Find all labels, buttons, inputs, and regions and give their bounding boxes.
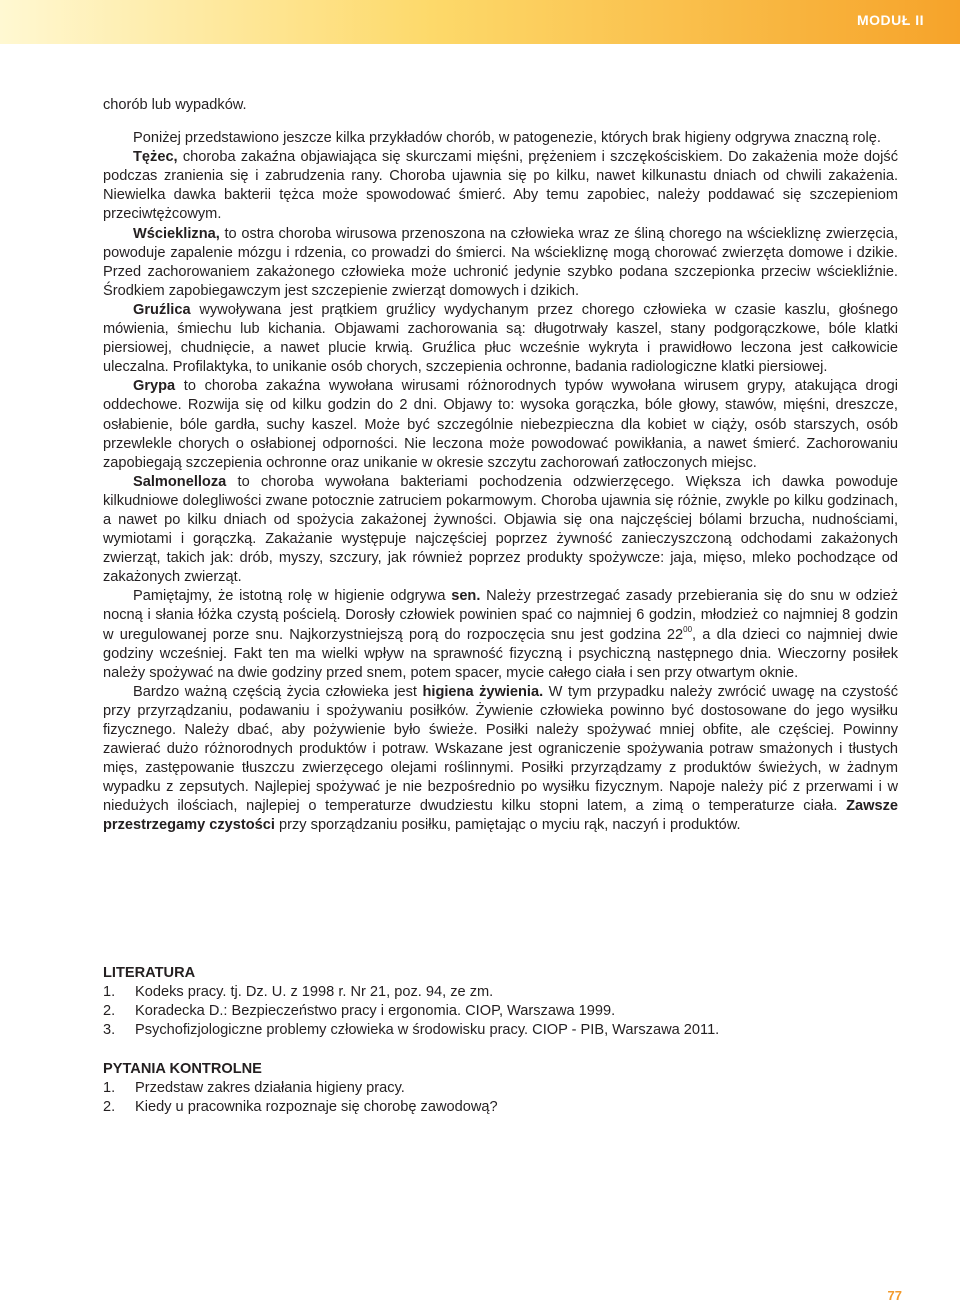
paragraph-rabies: Wścieklizna, to ostra choroba wirusowa przenoszona na człowieka wraz ze śliną chorego na wściekliznę zwierzęcia, powoduje zapalenie mózgu i rdzenia, co prowadzi do śmierci. Na wściekliznę mogą chorować zwierzęta domowe i dzikie. Przed zachorowaniem zakażonego człowieka może uchronić jedynie szybko podana szczepionka przeciw wściekliźnie. Środkiem zapobiegawczym jest szczepienie zwierząt domowych i dzikich.: [103, 225, 898, 299]
header-bar: [0, 0, 960, 44]
term-nutrition: higiena żywienia.: [422, 683, 544, 700]
paragraph-tuberculosis: Gruźlica wywoływana jest prątkiem gruźlicy wydychanym przez chorego człowieka w czasie kaszlu, głośnego mówienia, śmiechu lub kichania. Objawami zachorowania są: długotrwały kaszel, stany podgorączkowe, bóle klatki piersiowej, chudnięcie, a nawet plucie krwią. Gruźlica płuc wcześnie wykryta i prawidłowo leczona jest całkowicie uleczalna. Profilaktyka, to unikanie osób chorych, szczepienia ochronne, badania radiologiczne klatki piersiowej.: [103, 301, 898, 376]
term-flu: Grypa: [133, 378, 176, 395]
question-item: 1. Przedstaw zakres działania higieny pracy.: [103, 1080, 405, 1097]
paragraph-flu: Grypa to choroba zakaźna wywołana wirusami różnorodnych typów wywołana wirusem grypy, atakująca drogi oddechowe. Rozwija się od kilku godzin do 2 dni. Objawy to: wysoka gorączka, bóle głowy, stawów, mięśni, dreszcze, osłabienie, bóle gardła, suchy kaszel. Może być szczególnie niebezpieczna dla kobiet w ciąży, osób starszych, osób przewlekle chorych o osłabionej odporności. Nie leczona może powodować powikłania, a nawet śmierć. Zachorowaniu zapobiegają szczepienia ochronne oraz unikanie w okresie szczytu zachorowań zatłoczonych miejsc.: [103, 378, 898, 471]
paragraph-sleep: Pamiętajmy, że istotną rolę w higienie odgrywa sen. Należy przestrzegać zasady przebierania się do snu w odzież nocną i słania łóżka czystą pościelą. Dorosły człowiek powinien spać co najmniej 6 godzin, młodzież co najmniej 8 godzin w uregulowanej porze snu. Najkorzystniejszą porą do rozpoczęcia snu jest godzina $22^{00}$, a dla dzieci co najmniej dwie godziny wcześniej. Fakt ten ma wielki wpływ na sprawność fizyczną i psychiczną następnego dnia. Wieczorny posiłek należy spożywać na dwie godziny przed snem, potem spacer, mycie całego ciała i sen przy otwartym oknie.: [103, 588, 899, 681]
questions-title: PYTANIA KONTROLNE: [103, 1061, 262, 1077]
literature-section: [103, 964, 898, 1040]
term-salmonella: Salmonelloza: [133, 473, 227, 490]
literature-item: 3. Psychofizjologiczne problemy człowieka w środowisku pracy. CIOP - PIB, Warszawa 2011.: [103, 1022, 720, 1039]
term-rabies: Wścieklizna,: [133, 225, 220, 242]
paragraph-tetanus: Tężec, choroba zakaźna objawiająca się skurczami mięśni, prężeniem i szczękościskiem. Do zakażenia może dojść podczas zranienia się i zabrudzenia rany. Choroba ujawnia się po kilku, nawet kilkunastu dniach od chwili zakażenia. Niewielka dawka bakterii tężca może spowodować śmierć. Aby temu zapobiec, należy poddawać się szczepieniom przeciwtężcowym.: [103, 149, 898, 223]
paragraph-nutrition: Bardzo ważną częścią życia człowieka jest higiena żywienia. W tym przypadku należy zwrócić uwagę na czystość przy przyrządzaniu, podawaniu i spożywaniu posiłków. Żywienie człowieka powinno być dostosowane do jego wysiłku fizycznego. Należy dbać, aby pożywienie było świeże. Posiłki należy spożywać mniej obfite, ale częściej. Powinny zawierać dużo różnorodnych produktów i potraw. Wskazane jest ograniczenie spożywania potraw smażonych i tłustych mięs, zastępowanie tłuszczu zwierzęcego olejami roślinnymi. Posiłki przyrządzamy z produktów świeżych, w żadnym wypadku z zepsutych. Najlepiej spożywać je nie bezpośrednio po wysiłku fizycznym. Napoje należy pić z przerwami i w niedużych ilościach, najlepiej o temperaturze dwudziestu kilku stopni latem, a zimą o temperaturze ciała. Zawsze przestrzegamy czystości przy sporządzaniu posiłku, pamiętając o myciu rąk, naczyń i produktów.: [103, 683, 898, 834]
literature-title: LITERATURA: [103, 965, 196, 981]
literature-list: [103, 983, 898, 1040]
page-number: 77: [887, 1288, 902, 1303]
paragraph-salmonella: Salmonelloza to choroba wywołana bakteriami pochodzenia odzwierzęcego. Większa ich dawka powoduje kilkudniowe dolegliwości zwane potocznie zatruciem pokarmowym. Choroba ujawnia się różnie, zwykle po kilku godzinach, a nawet po kilku dniach od spożycia zakażonej żywności. Objawia się ona najczęściej bólami brzucha, nudnościami, wymiotami i gorączką. Zakażanie występuje najczęściej poprzez żywność zanieczyszczoną odchodami zakażonych zwierząt, takich jak: drób, myszy, szczury, jak również poprzez produkty spożywcze: jaja, mięso, mleko pochodzące od zakażonych zwierząt.: [103, 473, 898, 586]
term-cleanliness: Zawsze przestrzegamy czystości: [103, 798, 898, 834]
questions-list: [103, 1079, 898, 1117]
literature-item: 1. Kodeks pracy. tj. Dz. U. z 1998 r. Nr 21, poz. 94, ze zm.: [103, 984, 494, 1001]
body-text: [103, 96, 898, 836]
paragraph-examples: Poniżej przedstawiono jeszcze kilka przykładów chorób, w patogenezie, których brak higieny odgrywa znaczną rolę.: [133, 130, 881, 147]
questions-section: [103, 1060, 898, 1117]
term-tuberculosis: Gruźlica: [133, 301, 191, 318]
module-label: MODUŁ II: [857, 12, 924, 28]
time-superscript: 00: [683, 624, 693, 634]
term-sleep: sen.: [451, 588, 481, 605]
term-tetanus: Tężec,: [133, 149, 178, 166]
question-item: 2. Kiedy u pracownika rozpoznaje się chorobę zawodową?: [103, 1099, 498, 1116]
paragraph-intro-end: chorób lub wypadków.: [103, 97, 247, 113]
literature-item: 2. Koradecka D.: Bezpieczeństwo pracy i ergonomia. CIOP, Warszawa 1999.: [103, 1003, 616, 1020]
